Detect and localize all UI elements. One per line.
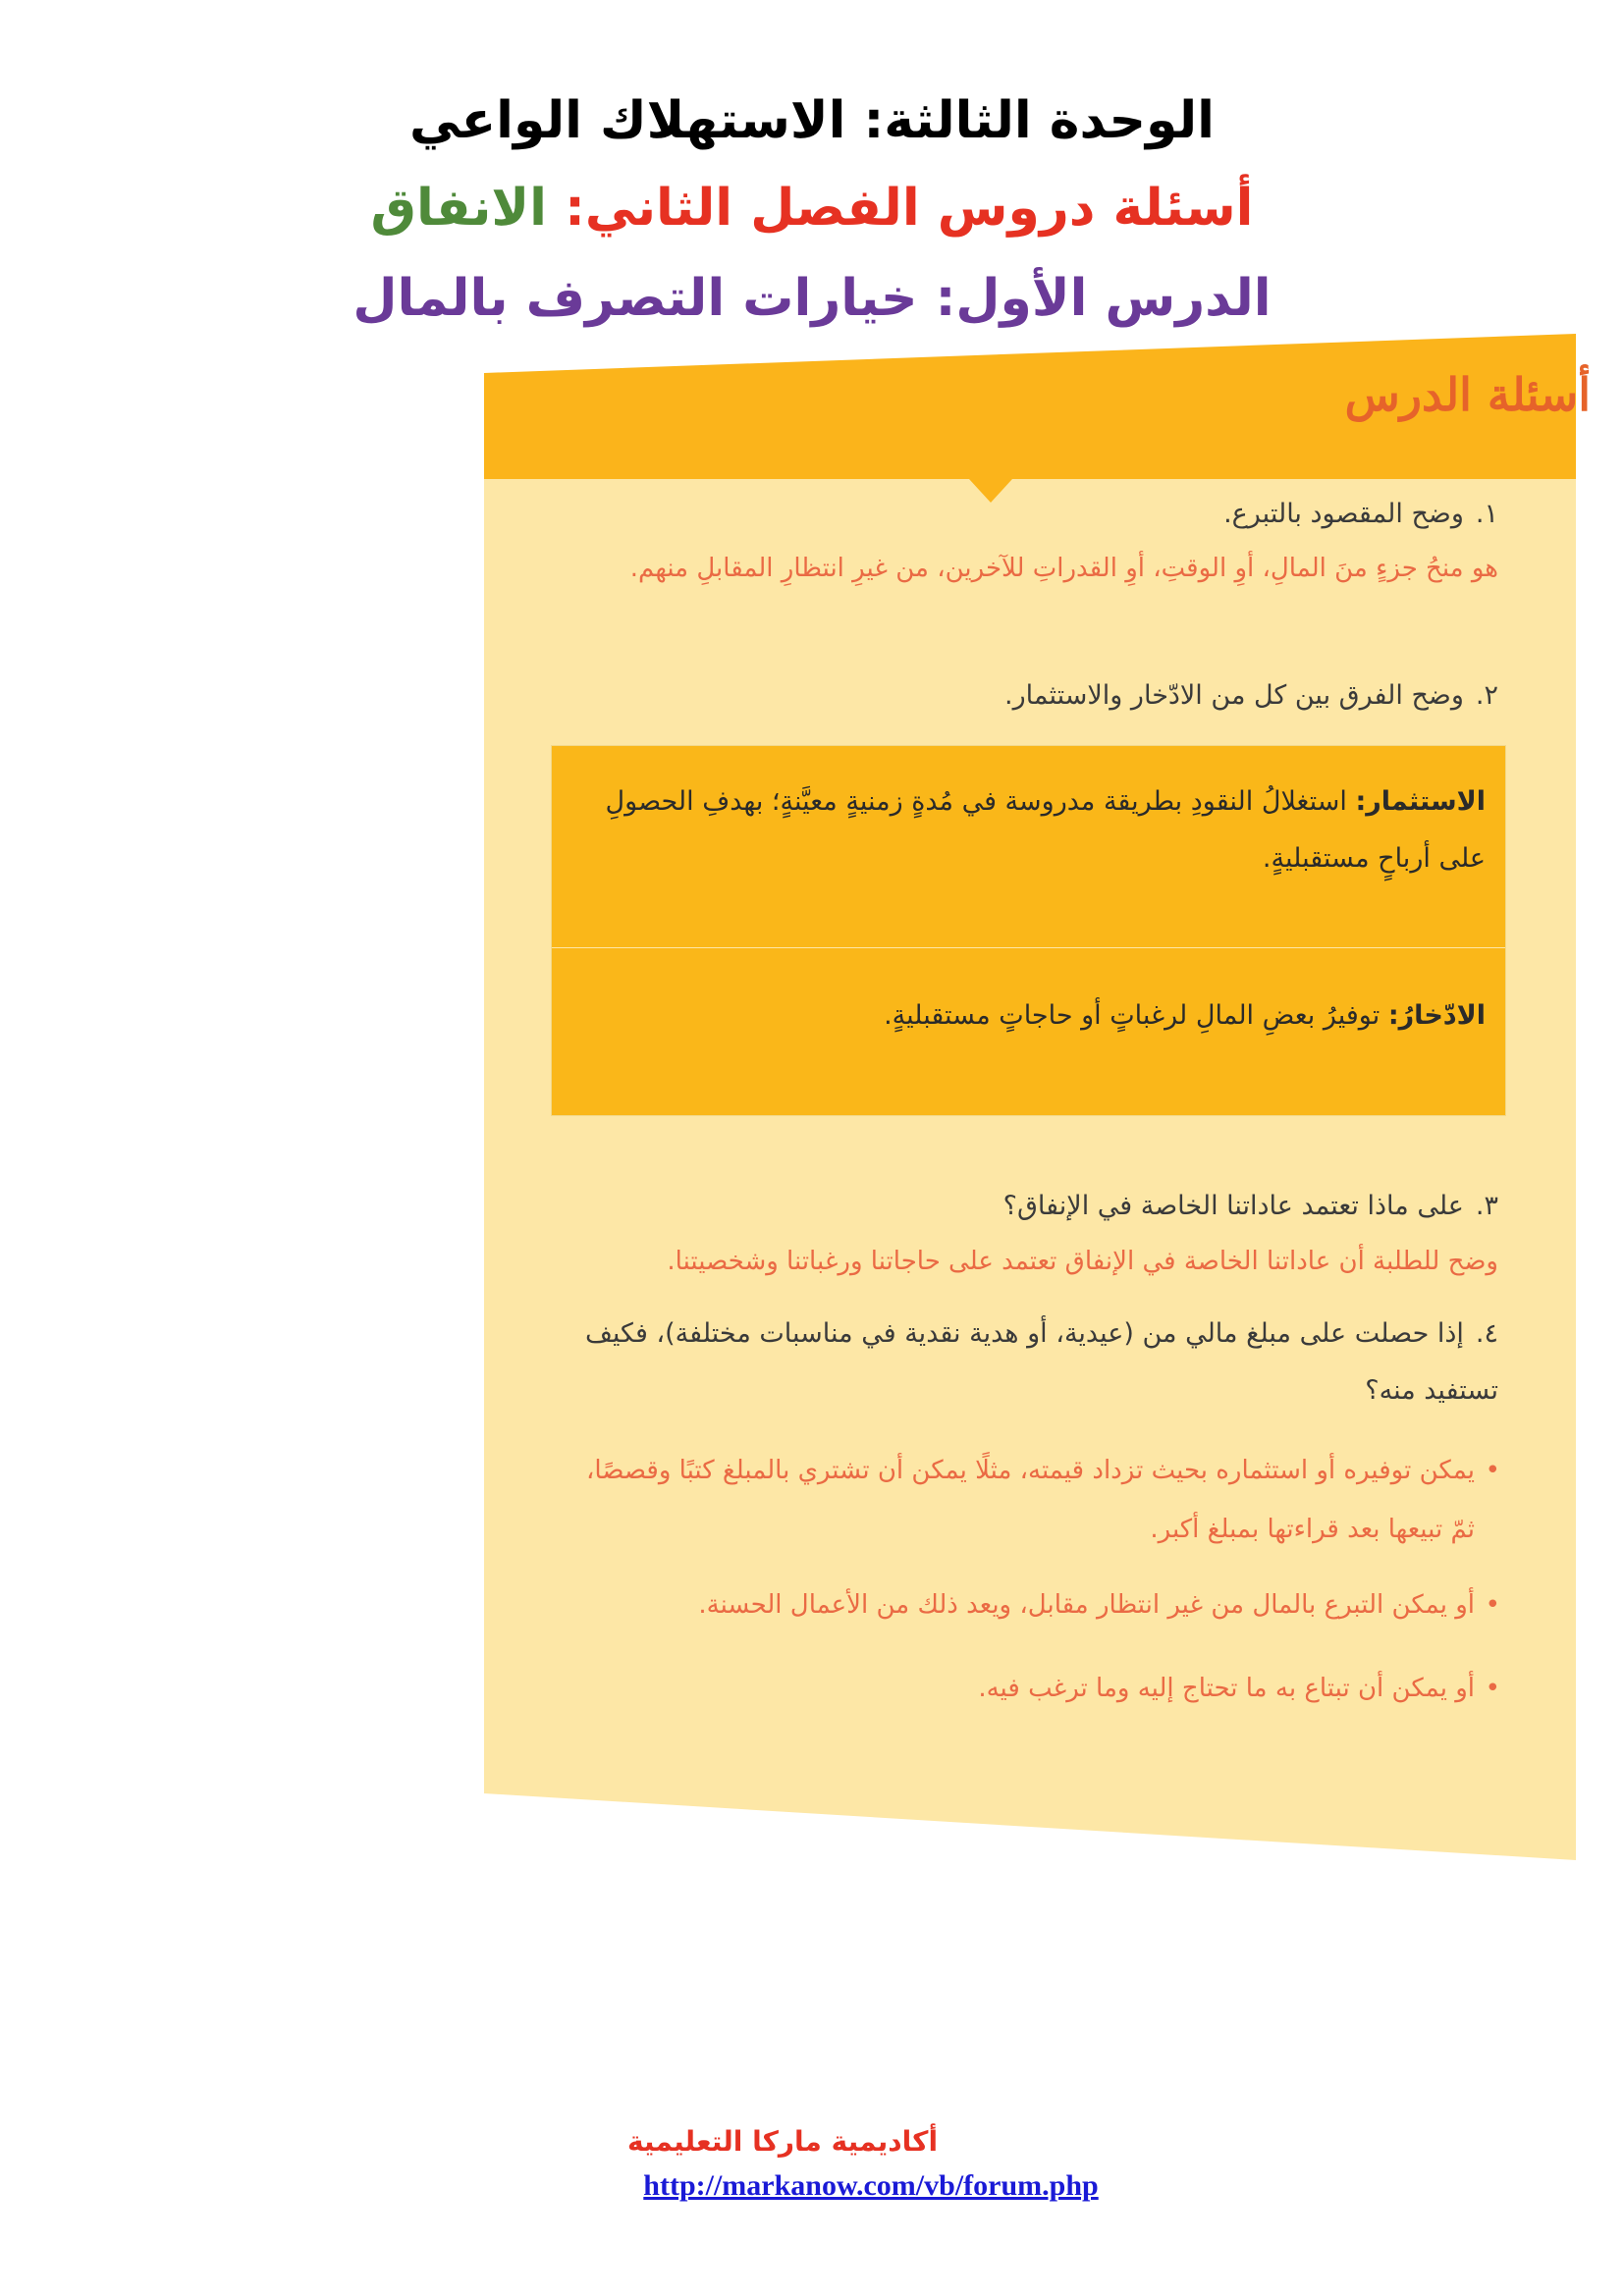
chapter-title bbox=[0, 163, 1624, 253]
investment-term: الاستثمار: bbox=[1355, 786, 1486, 817]
table-divider bbox=[552, 947, 1505, 948]
question-text: وضح الفرق بين كل من الادّخار والاستثمار. bbox=[1004, 680, 1464, 711]
bullet-text: يمكن توفيره أو استثماره بحيث تزداد قيمته، مثلًا يمكن أن تشتري بالمبلغ كتبًا وقصصًا، bbox=[586, 1456, 1475, 1485]
bullet-icon: • bbox=[1485, 1456, 1500, 1485]
bullet-text-cont: ثمّ تبيعها بعد قراءتها بمبلغ أكبر. bbox=[1150, 1515, 1475, 1544]
question-2 bbox=[1004, 667, 1498, 724]
card-heading: أسئلة الدرس bbox=[1344, 368, 1591, 421]
question-number: ١. bbox=[1475, 499, 1498, 529]
title-block bbox=[0, 79, 1624, 344]
footer bbox=[0, 2125, 1624, 2203]
saving-term: الادّخارُ: bbox=[1387, 1000, 1486, 1031]
bullet-icon: • bbox=[1485, 1674, 1500, 1703]
list-item bbox=[698, 1575, 1500, 1634]
chapter-name: الانفاق bbox=[370, 179, 547, 238]
lesson-title: الدرس الأول: خيارات التصرف بالمال bbox=[352, 269, 1272, 328]
bullet-text: أو يمكن التبرع بالمال من غير انتظار مقابل، ويعد ذلك من الأعمال الحسنة. bbox=[698, 1590, 1475, 1620]
list-item bbox=[586, 1441, 1500, 1559]
question-number: ٤. bbox=[1475, 1318, 1498, 1349]
question-text: على ماذا تعتمد عاداتنا الخاصة في الإنفاق؟ bbox=[1002, 1191, 1464, 1221]
question-text: وضح المقصود بالتبرع. bbox=[1223, 499, 1464, 529]
investment-definition-cont: على أرباحٍ مستقبليةٍ. bbox=[1262, 843, 1486, 874]
bullet-text: أو يمكن أن تبتاع به ما تحتاج إليه وما ترغب فيه. bbox=[978, 1674, 1475, 1703]
answer-1: هو منحُ جزءٍ منَ المالِ، أوِ الوقتِ، أوِ القدراتِ للآخرين، من غيرِ انتظارِ المقابلِ منهم. bbox=[629, 554, 1498, 583]
list-item bbox=[978, 1659, 1500, 1718]
investment-definition: استغلالُ النقودِ بطريقة مدروسة في مُدةٍ زمنيةٍ معيَّنةٍ؛ بهدفِ الحصولِ bbox=[605, 786, 1347, 817]
forum-link[interactable]: http://markanow.com/vb/forum.php bbox=[643, 2169, 1099, 2202]
question-4 bbox=[585, 1306, 1498, 1419]
comparison-table bbox=[551, 745, 1506, 1116]
question-1 bbox=[1223, 486, 1498, 543]
question-number: ٣. bbox=[1475, 1191, 1498, 1221]
answer-3: وضح للطلبة أن عاداتنا الخاصة في الإنفاق تعتمد على حاجاتنا ورغباتنا وشخصيتنا. bbox=[667, 1247, 1498, 1276]
question-text-cont: تستفيد منه؟ bbox=[1365, 1375, 1498, 1406]
saving-definition: توفيرُ بعضِ المالِ لرغباتٍ أو حاجاتٍ مستقبليةٍ. bbox=[884, 1000, 1380, 1031]
question-3 bbox=[1003, 1178, 1498, 1235]
table-row-investment bbox=[552, 774, 1505, 887]
table-row-saving bbox=[552, 988, 1505, 1044]
question-text: إذا حصلت على مبلغ مالي من (عيدية، أو هدية نقدية في مناسبات مختلفة)، فكيف bbox=[584, 1318, 1464, 1349]
chapter-prefix: أسئلة دروس الفصل الثاني: bbox=[565, 179, 1254, 238]
academy-name: أكاديمية ماركا التعليمية bbox=[626, 2125, 939, 2158]
question-number: ٢. bbox=[1475, 680, 1498, 711]
unit-title: الوحدة الثالثة: الاستهلاك الواعي bbox=[409, 91, 1215, 150]
bullet-icon: • bbox=[1485, 1590, 1500, 1620]
